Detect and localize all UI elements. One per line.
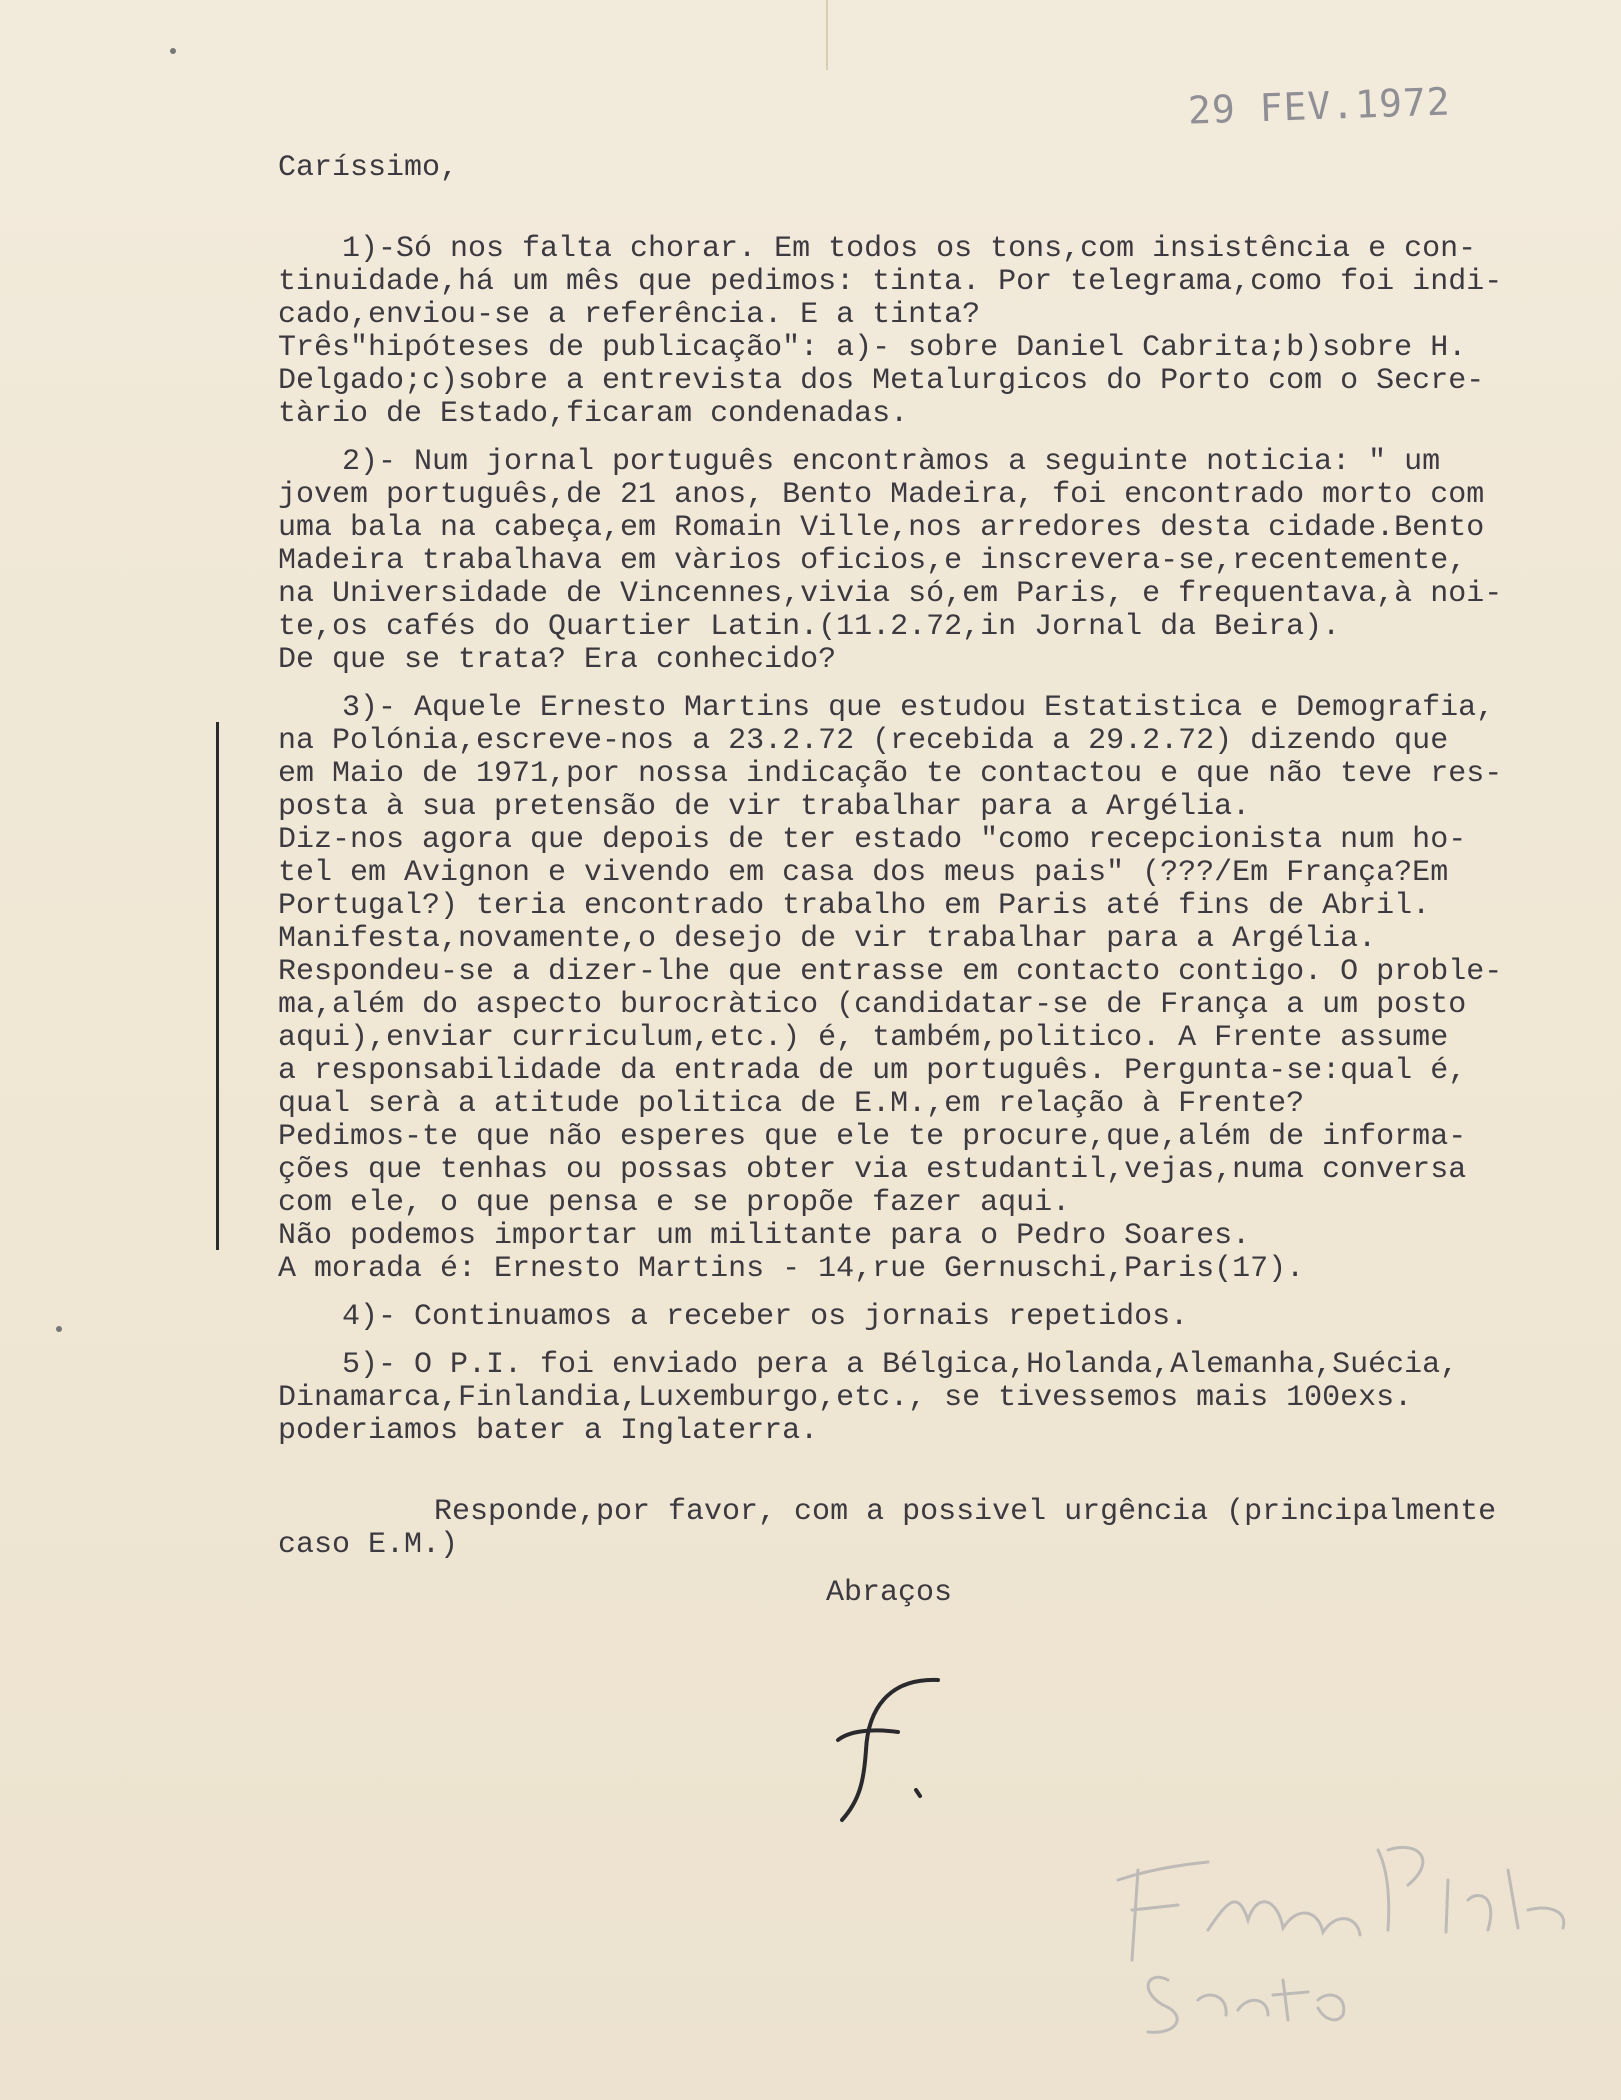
text-line: tinuidade,há um mês que pedimos: tinta. Por telegrama,como foi indi- xyxy=(278,265,1503,299)
text-line: Responde,por favor, com a possivel urgência (principalmente xyxy=(434,1495,1497,1529)
text-line: ções que tenhas ou possas obter via estudantil,vejas,numa conversa xyxy=(278,1153,1467,1187)
text-line: com ele, o que pensa e se propõe fazer aqui. xyxy=(278,1186,1071,1220)
text-line: Diz-nos agora que depois de ter estado "como recepcionista num ho- xyxy=(278,823,1467,857)
text-line: 5)- O P.I. foi enviado pera a Bélgica,Holanda,Alemanha,Suécia, xyxy=(342,1348,1459,1382)
text-line: tel em Avignon e vivendo em casa dos meus pais" (???/Em França?Em xyxy=(278,856,1449,890)
text-line: Respondeu-se a dizer-lhe que entrasse em contacto contigo. O proble- xyxy=(278,955,1503,989)
text-line: 1)-Só nos falta chorar. Em todos os tons,com insistência e con- xyxy=(342,232,1477,266)
paragraph-3 xyxy=(278,692,1618,1286)
signature-mark xyxy=(808,1670,968,1840)
sign-off: Abraços xyxy=(826,1576,953,1610)
text-line: Delgado;c)sobre a entrevista dos Metalurgicos do Porto com o Secre- xyxy=(278,364,1485,398)
handwritten-name-note xyxy=(1108,1810,1578,2050)
paper-speck xyxy=(170,48,176,54)
paragraph-5 xyxy=(278,1349,1618,1448)
text-line: 3)- Aquele Ernesto Martins que estudou Estatistica e Demografia, xyxy=(342,691,1495,725)
text-line: 4)- Continuamos a receber os jornais repetidos. xyxy=(342,1300,1189,1334)
text-line: aqui),enviar curriculum,etc.) é, também,politico. A Frente assume xyxy=(278,1021,1449,1055)
text-line: posta à sua pretensão de vir trabalhar para a Argélia. xyxy=(278,790,1251,824)
text-line: Três"hipóteses de publicação": a)- sobre Daniel Cabrita;b)sobre H. xyxy=(278,331,1467,365)
paragraph-2 xyxy=(278,446,1618,677)
text-line: A morada é: Ernesto Martins - 14,rue Gernuschi,Paris(17). xyxy=(278,1252,1305,1286)
text-line: tàrio de Estado,ficaram condenadas. xyxy=(278,397,909,431)
text-line: uma bala na cabeça,em Romain Ville,nos arredores desta cidade.Bento xyxy=(278,511,1485,545)
text-line: poderiamos bater a Inglaterra. xyxy=(278,1414,819,1448)
text-line: cado,enviou-se a referência. E a tinta? xyxy=(278,298,981,332)
text-line: Dinamarca,Finlandia,Luxemburgo,etc., se tivessemos mais 100exs. xyxy=(278,1381,1413,1415)
text-line: 2)- Num jornal português encontràmos a seguinte noticia: " um xyxy=(342,445,1441,479)
text-line: Portugal?) teria encontrado trabalho em Paris até fins de Abril. xyxy=(278,889,1431,923)
text-line: te,os cafés do Quartier Latin.(11.2.72,in Jornal da Beira). xyxy=(278,610,1341,644)
text-line: Pedimos-te que não esperes que ele te procure,que,além de informa- xyxy=(278,1120,1467,1154)
paragraph-1 xyxy=(278,233,1618,431)
text-line: em Maio de 1971,por nossa indicação te contactou e que não teve res- xyxy=(278,757,1503,791)
text-line: Madeira trabalhava em vàrios oficios,e inscrevera-se,recentemente, xyxy=(278,544,1467,578)
text-line: caso E.M.) xyxy=(278,1528,459,1562)
text-line: qual serà a atitude politica de E.M.,em relação à Frente? xyxy=(278,1087,1305,1121)
text-line: Não podemos importar um militante para o Pedro Soares. xyxy=(278,1219,1251,1253)
paper-speck xyxy=(56,1326,62,1332)
text-line: na Universidade de Vincennes,vivia só,em Paris, e frequentava,à noi- xyxy=(278,577,1503,611)
date-stamp: 29 FEV.1972 xyxy=(1187,79,1452,133)
greeting: Caríssimo, xyxy=(278,151,459,185)
text-line: a responsabilidade da entrada de um português. Pergunta-se:qual é, xyxy=(278,1054,1467,1088)
text-line: ma,além do aspecto burocràtico (candidatar-se de França a um posto xyxy=(278,988,1467,1022)
paper-fold xyxy=(826,0,828,70)
text-line: na Polónia,escreve-nos a 23.2.72 (recebida a 29.2.72) dizendo que xyxy=(278,724,1449,758)
text-line: Manifesta,novamente,o desejo de vir trabalhar para a Argélia. xyxy=(278,922,1377,956)
text-line: jovem português,de 21 anos, Bento Madeira, foi encontrado morto com xyxy=(278,478,1485,512)
letter-body xyxy=(278,152,1618,1610)
text-line: De que se trata? Era conhecido? xyxy=(278,643,837,677)
paragraph-4 xyxy=(278,1301,1618,1334)
closing-request xyxy=(278,1496,1618,1562)
margin-mark xyxy=(216,722,219,1250)
